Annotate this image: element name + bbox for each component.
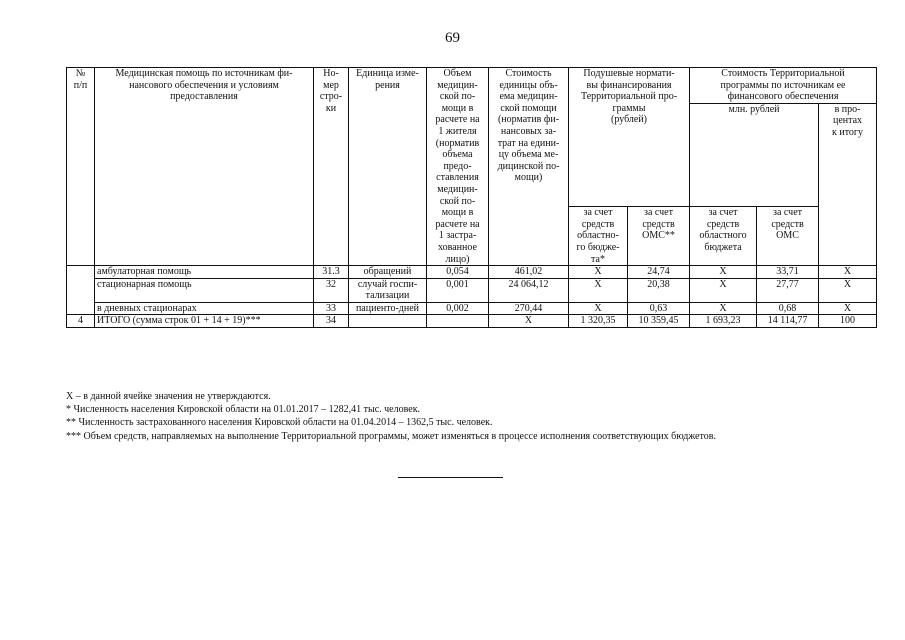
cell-pcost-regional: X [690,278,757,302]
cell-volume [427,315,489,328]
page-number: 69 [445,30,460,46]
cell-unit: обращений [349,266,427,279]
cell-pc-oms: 24,74 [628,266,690,279]
bottom-rule [398,477,503,478]
cell-row-number: 32 [314,278,349,302]
cell-num [67,266,95,315]
cell-volume: 0,002 [427,302,489,315]
cell-percent: X [819,302,877,315]
header-care: Медицинская помощь по источникам фи- нансового обеспечения и условиям предоставления [95,68,314,266]
footnote-x: X – в данной ячейке значения не утверждаются. [66,391,271,402]
cell-volume: 0,054 [427,266,489,279]
cell-cost: X [489,315,569,328]
cell-name: стационарная помощь [95,278,314,302]
cell-row-number: 31.3 [314,266,349,279]
cell-pc-oms: 0,63 [628,302,690,315]
cell-pc-regional: X [569,302,628,315]
cell-percent: X [819,278,877,302]
header-pcost-oms: за счет средств ОМС [757,207,819,266]
header-pcost-regional: за счет средств областного бюджета [690,207,757,266]
cell-name: ИТОГО (сумма строк 01 + 14 + 19)*** [95,315,314,328]
cell-num: 4 [67,315,95,328]
table-row [67,302,877,315]
footnote-volume: *** Объем средств, направляемых на выполнение Территориальной программы, может изменяться в процессе исполнения соответствующих бюджетов. [66,430,716,442]
cell-row-number: 34 [314,315,349,328]
cell-pcost-regional: 1 693,23 [690,315,757,328]
table-row [67,266,877,279]
header-row-1 [67,68,877,104]
header-pc-regional: за счет средств областно- го бюдже- та* [569,207,628,266]
cell-name: амбулаторная помощь [95,266,314,279]
cell-cost: 24 064,12 [489,278,569,302]
cell-pc-oms: 20,38 [628,278,690,302]
header-num: № п/п [67,68,95,266]
cell-pcost-oms: 0,68 [757,302,819,315]
header-program-cost: Стоимость Территориальной программы по источникам ее финансового обеспечения [690,68,877,104]
cell-volume: 0,001 [427,278,489,302]
footnotes [66,390,866,443]
header-unit: Единица изме- рения [349,68,427,266]
cell-pcost-oms: 14 114,77 [757,315,819,328]
cell-unit [349,315,427,328]
footnote-insured: ** Численность застрахованного населения Кировской области на 01.04.2014 – 1362,5 тыс. человек. [66,417,493,429]
header-cost: Стоимость единицы объ- ема медицин- ской помощи (норматив фи- нансовых за- трат на едини- цу объема ме- дицинской по- мощи) [489,68,569,266]
cell-pcost-regional: X [690,266,757,279]
header-mln-rub: млн. рублей [690,103,819,206]
header-per-capita: Подушевые нормати- вы финансирования Территориальной про- граммы (рублей) [569,68,690,207]
cell-pcost-regional: X [690,302,757,315]
table-row-total [67,315,877,328]
header-row-number: Но- мер стро- ки [314,68,349,266]
cell-name: в дневных стационарах [95,302,314,315]
cell-pcost-oms: 27,77 [757,278,819,302]
header-volume: Объем медицин- ской по- мощи в расчете на 1 жителя (норматив объема предо- ставления медицин- ской по- мощи в расчете на 1 застра- хованное лицо) [427,68,489,266]
financing-table [66,67,877,328]
header-percent: в про- центах к итогу [819,103,877,265]
cell-cost: 270,44 [489,302,569,315]
cell-pc-regional: X [569,278,628,302]
footnote-population: * Численность населения Кировской области на 01.01.2017 – 1282,41 тыс. человек. [66,404,421,416]
cell-pc-regional: 1 320,35 [569,315,628,328]
cell-pc-regional: X [569,266,628,279]
cell-cost: 461,02 [489,266,569,279]
cell-unit: пациенто-дней [349,302,427,315]
cell-pcost-oms: 33,71 [757,266,819,279]
cell-percent: X [819,266,877,279]
cell-unit: случай госпи- тализации [349,278,427,302]
table-row [67,278,877,302]
cell-percent: 100 [819,315,877,328]
cell-row-number: 33 [314,302,349,315]
cell-pc-oms: 10 359,45 [628,315,690,328]
header-pc-oms: за счет средств ОМС** [628,207,690,266]
